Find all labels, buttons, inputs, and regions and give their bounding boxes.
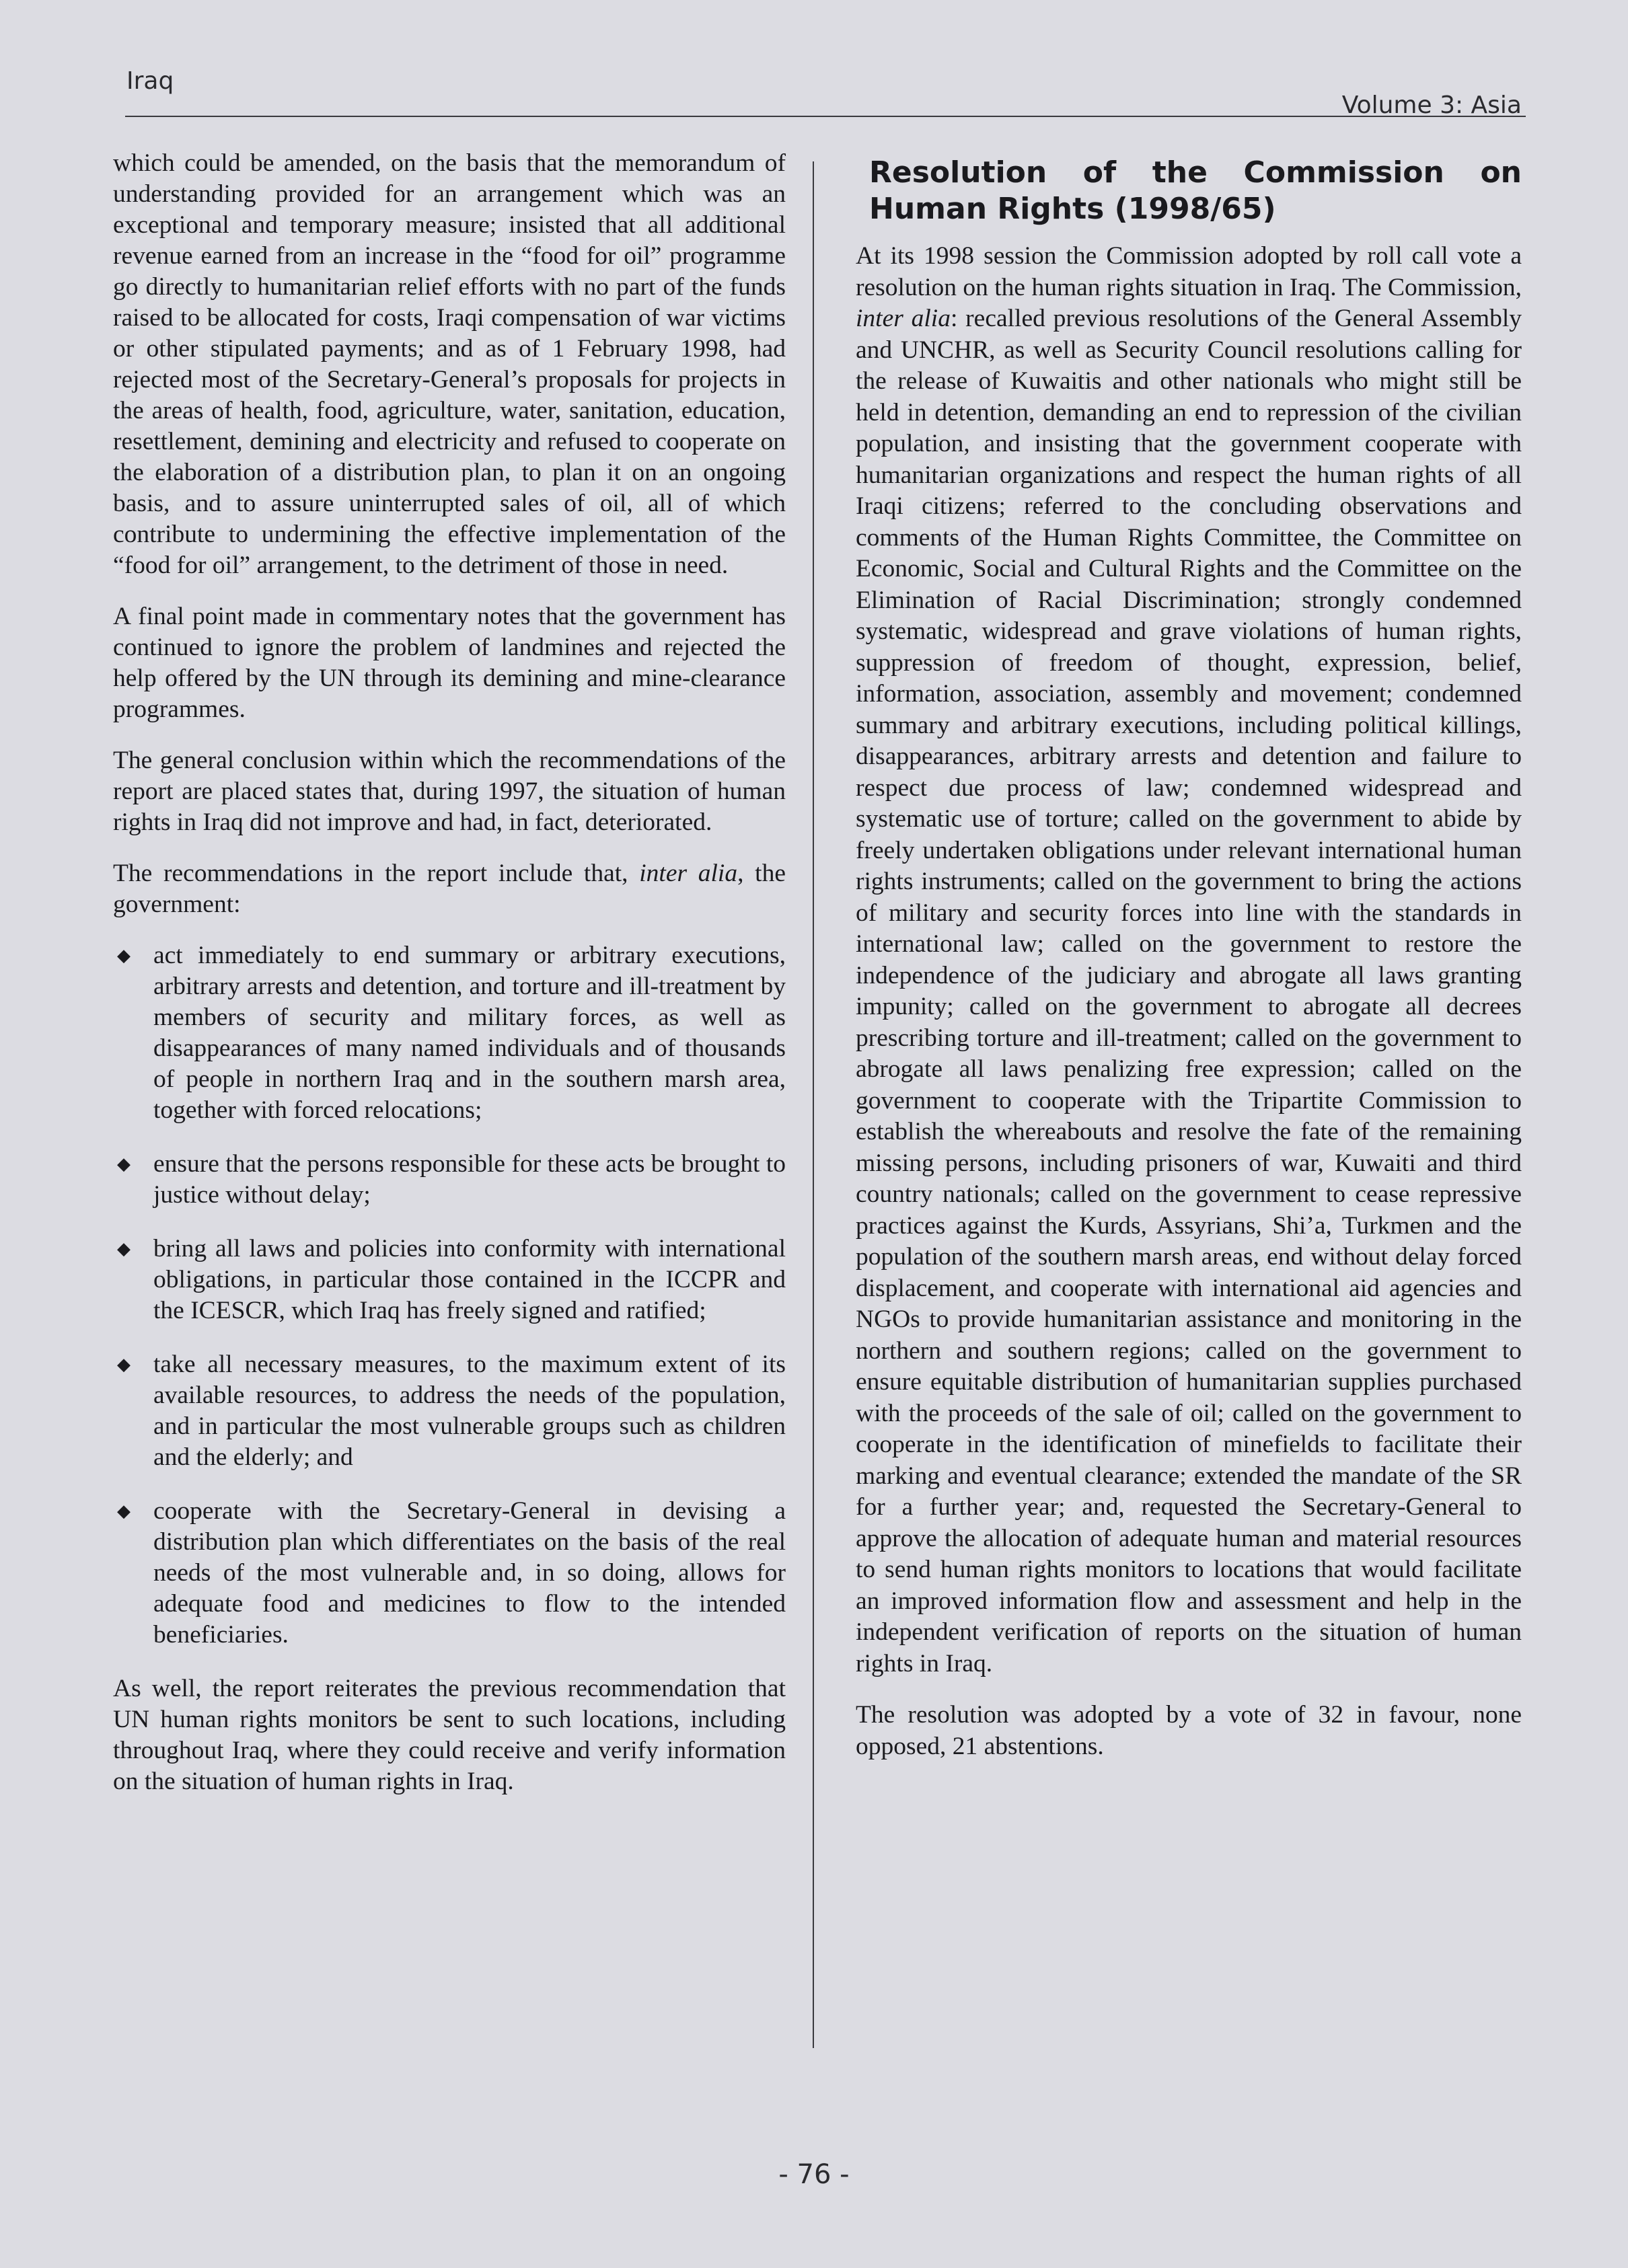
paragraph-memorandum: which could be amended, on the basis that the memorandum of understanding provided for an arrangement which was an exceptional and temporary measure; insisted that all additional revenue earned from an increase in the “food for oil” programme go directly to humanitarian relief efforts with no part of the funds raised to be allocated for costs, Iraqi compensation of war victims or other stipulated payments; and as of 1 February 1998, had rejected most of the Secretary-General’s proposals for projects in the areas of health, food, agriculture, water, sanitation, education, resettlement, demining and electricity and refused to cooperate on the elaboration of a distribution plan, to plan it on an ongoing basis, and to assure uninterrupted sales of oil, all of which contribute to undermining the effective implementation of the “food for oil” arrangement, to the detriment of those in need. [113, 149, 786, 579]
list-item: ◆ cooperate with the Secretary-General in devising a distribution plan which differentiates on the basis of the real needs of the most vulnerable and, in so doing, allows for adequate food and medicines to flow to the intended beneficiaries. [117, 1497, 786, 1649]
list-item: ◆ ensure that the persons responsible for these acts be brought to justice without delay; [117, 1150, 786, 1209]
paragraph-conclusion: The general conclusion within which the recommendations of the report are placed states that, during 1997, the situation of human rights in Iraq did not improve and had, in fact, deteriorated. [113, 747, 786, 836]
paragraph-landmines: A final point made in commentary notes that the government has continued to ignore the problem of landmines and rejected the help offered by the UN through its demining and mine-clearance programmes. [113, 603, 786, 723]
paragraph-recommendations-intro: The recommendations in the report include that, inter alia, the government: [113, 860, 786, 918]
running-head-volume: Volume 3: Asia [1341, 91, 1522, 119]
list-item: ◆ take all necessary measures, to the maximum extent of its available resources, to address the needs of the population, and in particular the most vulnerable groups such as children and the elderly; and [117, 1351, 786, 1471]
paragraph-monitors: As well, the report reiterates the previous recommendation that UN human rights monitors be sent to such locations, including throughout Iraq, where they could receive and verify information on the situation of human rights in Iraq. [113, 1675, 786, 1795]
section-heading: Resolution of the Commission on Human Rights (1998/65) [869, 155, 1522, 226]
list-item: ◆ bring all laws and policies into conformity with international obligations, in particular those contained in the ICCPR and the ICESCR, which Iraq has freely signed and ratified; [117, 1235, 786, 1324]
list-item: ◆ act immediately to end summary or arbitrary executions, arbitrary arrests and detention, and torture and ill-treatment by members of security and military forces, as well as disappearances of many named individuals and of thousands of people in northern Iraq and in the southern marsh area, together with forced relocations; [117, 942, 786, 1124]
paragraph-vote: The resolution was adopted by a vote of 32 in favour, none opposed, 21 abstentions. [856, 1701, 1522, 1760]
page-number: - 76 - [778, 2159, 850, 2190]
diamond-bullet-icon: ◆ [117, 1239, 131, 1258]
left-column [113, 148, 786, 1817]
diamond-bullet-icon: ◆ [117, 1355, 131, 1374]
paragraph-resolution: At its 1998 session the Commission adopted by roll call vote a resolution on the human rights situation in Iraq. The Commission, inter alia: recalled previous resolutions of the General Assembly and UNCHR, as well as Security Council resolutions calling for the release of Kuwaitis and other nationals who might still be held in detention, demanding an end to repression of the civilian population, and insisting that the government cooperate with humanitarian organizations and respect the human rights of all Iraqi citizens; referred to the concluding observations and comments of the Human Rights Committee, the Committee on Economic, Social and Cultural Rights and the Committee on the Elimination of Racial Discrimination; strongly condemned systematic, widespread and grave violations of human rights, suppression of freedom of thought, expression, belief, information, association, assembly and movement; condemned summary and arbitrary executions, including political killings, disappearances, arbitrary arrests and detention and failure to respect due process of law; condemned widespread and systematic use of torture; called on the government to abide by freely undertaken obligations under relevant international human rights instruments; called on the government to bring the actions of military and security forces into line with the standards in international law; called on the government to restore the independence of the judiciary and abrogate all laws granting impunity; called on the government to abrogate all decrees prescribing torture and ill-treatment; called on the government to abrogate all laws penalizing free expression; called on the government to cooperate with the Tripartite Commission to establish the whereabouts and resolve the fate of the remaining missing persons, including prisoners of war, Kuwaiti and third country nationals; called on the government to cease repressive practices against the Kurds, Assyrians, Shi’a, Turkmen and the population of the southern marsh areas, end without delay forced displacement, and cooperate with international aid agencies and NGOs to provide humanitarian assistance and monitoring in the northern and southern regions; called on the government to ensure equitable distribution of humanitarian supplies purchased with the proceeds of the sale of oil; called on the government to cooperate in the identification of minefields to facilitate their marking and eventual clearance; extended the mandate of the SR for a further year; and, requested the Secretary-General to approve the allocation of adequate human and material resources to send human rights monitors to locations that would facilitate an improved information flow and assessment and help in the independent verification of reports on the situation of human rights in Iraq. [856, 242, 1522, 1677]
running-head-country: Iraq [126, 67, 174, 95]
header-rule [125, 116, 1526, 117]
diamond-bullet-icon: ◆ [117, 1154, 131, 1174]
diamond-bullet-icon: ◆ [117, 1501, 131, 1521]
diamond-bullet-icon: ◆ [117, 946, 131, 965]
column-divider [813, 161, 814, 2048]
recommendations-list [113, 940, 786, 1651]
right-column [856, 155, 1522, 1782]
